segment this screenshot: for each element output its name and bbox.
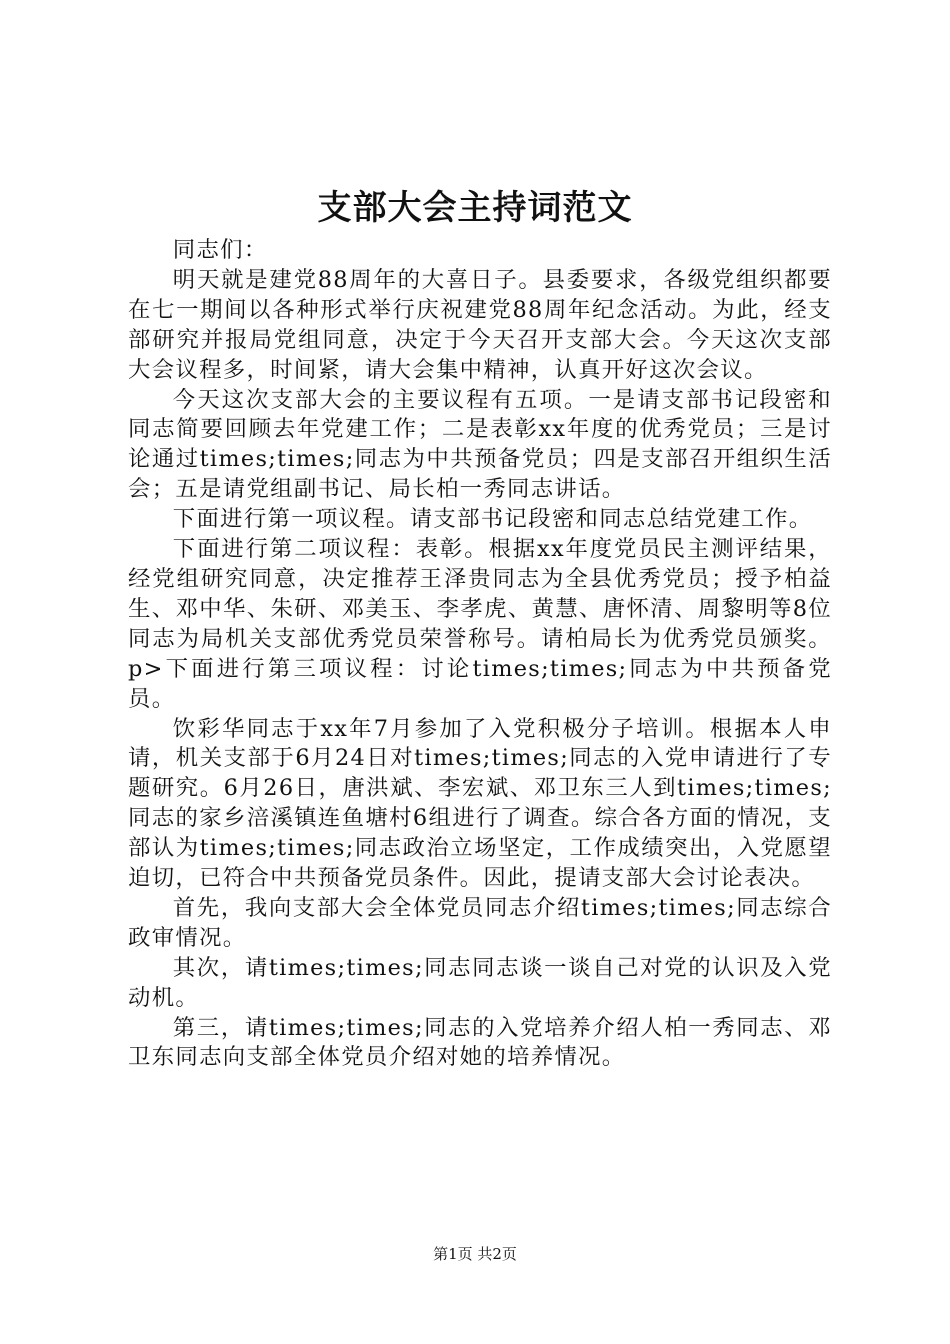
paragraph: 饮彩华同志于xx年7月参加了入党积极分子培训。根据本人申请，机关支部于6月24日对times;times;同志的入党申请进行了专题研究。6月26日，唐洪斌、李宏斌、邓卫东三人到times;times;同志的家乡涪溪镇连鱼塘村6组进行了调查。综合各方面的情况，支部认为times;times;同志政治立场坚定，工作成绩突出，入党愿望迫切，已符合中共预备党员条件。因此，提请支部大会讨论表决。: [128, 715, 832, 892]
paragraph: 今天这次支部大会的主要议程有五项。一是请支部书记段密和同志简要回顾去年党建工作；二是表彰xx年度的优秀党员；三是讨论通过times;times;同志为中共预备党员；四是支部召开组织生活会；五是请党组副书记、局长柏一秀同志讲话。: [128, 386, 832, 503]
paragraph: 明天就是建党88周年的大喜日子。县委要求，各级党组织都要在七一期间以各种形式举行庆祝建党88周年纪念活动。为此，经支部研究并报局党组同意，决定于今天召开支部大会。今天这次支部大会议程多，时间紧，请大会集中精神，认真开好这次会议。: [128, 266, 832, 383]
paragraph: 下面进行第一项议程。请支部书记段密和同志总结党建工作。: [172, 506, 813, 533]
paragraph: 首先，我向支部大会全体党员同志介绍times;times;同志综合政审情况。: [128, 894, 832, 951]
paragraph: 其次，请times;times;同志同志谈一谈自己对党的认识及入党动机。: [128, 954, 832, 1011]
document-body: [128, 236, 832, 1073]
page-number-footer: 第1页 共2页: [433, 1245, 517, 1263]
paragraph-greeting: 同志们：: [172, 237, 268, 263]
paragraph: 下面进行第二项议程：表彰。根据xx年度党员民主测评结果，经党组研究同意，决定推荐王泽贵同志为全县优秀党员；授予柏益生、邓中华、朱研、邓美玉、李孝虎、黄慧、唐怀清、周黎明等8位同志为局机关支部优秀党员荣誉称号。请柏局长为优秀党员颁奖。p>下面进行第三项议程：讨论times;times;同志为中共预备党员。: [128, 536, 832, 712]
paragraph: 第三，请times;times;同志的入党培养介绍人柏一秀同志、邓卫东同志向支部全体党员介绍对她的培养情况。: [128, 1014, 832, 1071]
document-title: 支部大会主持词范文: [317, 188, 633, 228]
